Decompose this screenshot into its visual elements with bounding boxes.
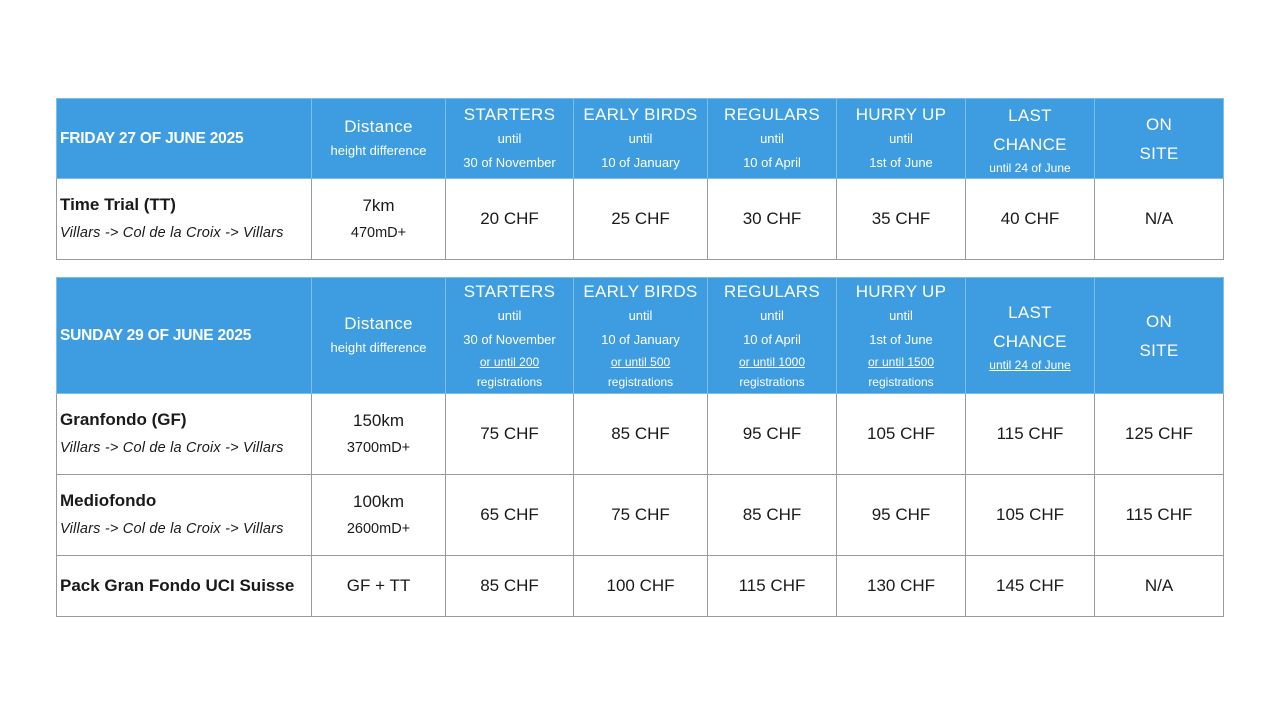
- tier-deadline: 30 of November: [463, 332, 556, 347]
- event-name: Time Trial (TT): [60, 195, 176, 214]
- tier-cap: or until 1500: [867, 355, 935, 369]
- distance-value: 150km: [352, 411, 405, 430]
- tier-registrations: registrations: [739, 375, 805, 389]
- tier-deadline: 10 of April: [743, 332, 801, 347]
- last-chance-line2: CHANCE: [993, 134, 1067, 154]
- tier-title: EARLY BIRDS: [583, 282, 698, 301]
- price-last-chance: 115 CHF: [966, 394, 1095, 475]
- height-difference-label: height difference: [330, 143, 427, 158]
- tier-header-last-chance: [966, 278, 1095, 394]
- day-title-friday: FRIDAY 27 OF JUNE 2025: [57, 99, 312, 179]
- tier-registrations: registrations: [607, 375, 674, 389]
- elevation-value: 470mD+: [350, 225, 407, 241]
- distance-value: 7km: [362, 196, 395, 215]
- last-chance-line2: CHANCE: [993, 331, 1067, 351]
- distance-cell: [312, 179, 446, 260]
- elevation-value: 3700mD+: [346, 440, 411, 456]
- last-chance-deadline: until 24 of June: [989, 357, 1071, 372]
- tier-until: until: [497, 308, 522, 323]
- sunday-header-row: [57, 278, 1224, 394]
- table-row: [57, 394, 1224, 475]
- price-starters: 85 CHF: [446, 556, 574, 617]
- friday-pricing-table: [56, 98, 1224, 260]
- distance-header-label: Distance: [344, 314, 413, 333]
- sunday-pricing-table: [56, 277, 1224, 617]
- price-last-chance: 40 CHF: [966, 179, 1095, 260]
- tier-until: until: [628, 308, 653, 323]
- price-last-chance: 145 CHF: [966, 556, 1095, 617]
- price-starters: 75 CHF: [446, 394, 574, 475]
- price-early-birds: 100 CHF: [574, 556, 708, 617]
- price-regulars: 115 CHF: [708, 556, 837, 617]
- on-site-line1: ON: [1145, 311, 1173, 331]
- tier-title: EARLY BIRDS: [583, 105, 698, 124]
- price-early-birds: 85 CHF: [574, 394, 708, 475]
- tier-deadline: 1st of June: [869, 332, 933, 347]
- price-hurry-up: 105 CHF: [837, 394, 966, 475]
- tier-header-last-chance: [966, 99, 1095, 179]
- price-hurry-up: 130 CHF: [837, 556, 966, 617]
- distance-header: [312, 278, 446, 394]
- event-route: Villars -> Col de la Croix -> Villars: [60, 521, 284, 537]
- tier-header-on-site: [1095, 99, 1224, 179]
- tier-title: HURRY UP: [855, 282, 947, 301]
- distance-cell: GF + TT: [312, 556, 446, 617]
- event-name: Pack Gran Fondo UCI Suisse: [60, 576, 295, 595]
- price-on-site: 115 CHF: [1095, 475, 1224, 556]
- price-starters: 65 CHF: [446, 475, 574, 556]
- distance-cell: [312, 475, 446, 556]
- on-site-line1: ON: [1145, 114, 1173, 134]
- tier-header-early-birds: [574, 278, 708, 394]
- distance-value: 100km: [352, 492, 405, 511]
- tier-deadline: 1st of June: [869, 155, 933, 170]
- tier-until: until: [760, 131, 784, 146]
- price-early-birds: 75 CHF: [574, 475, 708, 556]
- price-regulars: 95 CHF: [708, 394, 837, 475]
- price-regulars: 30 CHF: [708, 179, 837, 260]
- price-hurry-up: 95 CHF: [837, 475, 966, 556]
- tier-header-regulars: [708, 99, 837, 179]
- distance-cell: [312, 394, 446, 475]
- distance-header: [312, 99, 446, 179]
- event-route: Villars -> Col de la Croix -> Villars: [60, 440, 284, 456]
- tier-title: REGULARS: [724, 282, 820, 301]
- price-on-site: N/A: [1095, 556, 1224, 617]
- event-name: Mediofondo: [60, 491, 157, 510]
- tier-registrations: registrations: [868, 375, 934, 389]
- tier-title: HURRY UP: [855, 105, 947, 124]
- tier-until: until: [889, 308, 913, 323]
- price-regulars: 85 CHF: [708, 475, 837, 556]
- price-early-birds: 25 CHF: [574, 179, 708, 260]
- tier-cap: or until 200: [479, 355, 540, 369]
- tier-deadline: 10 of April: [743, 155, 801, 170]
- last-chance-line1: LAST: [1008, 105, 1052, 125]
- distance-header-label: Distance: [344, 117, 413, 136]
- day-title-sunday: SUNDAY 29 OF JUNE 2025: [57, 278, 312, 394]
- on-site-line2: SITE: [1139, 143, 1179, 163]
- tier-title: STARTERS: [463, 105, 556, 124]
- height-difference-label: height difference: [330, 340, 427, 355]
- tier-header-regulars: [708, 278, 837, 394]
- tier-registrations: registrations: [476, 375, 543, 389]
- tier-cap: or until 500: [610, 355, 671, 369]
- event-route: Villars -> Col de la Croix -> Villars: [60, 225, 284, 241]
- price-on-site: 125 CHF: [1095, 394, 1224, 475]
- tier-title: REGULARS: [724, 105, 820, 124]
- last-chance-line1: LAST: [1008, 302, 1052, 322]
- price-hurry-up: 35 CHF: [837, 179, 966, 260]
- table-row: [57, 179, 1224, 260]
- tier-until: until: [889, 131, 913, 146]
- price-starters: 20 CHF: [446, 179, 574, 260]
- on-site-line2: SITE: [1139, 340, 1179, 360]
- tier-header-starters: [446, 278, 574, 394]
- tier-header-hurry-up: [837, 278, 966, 394]
- event-cell: [57, 475, 312, 556]
- tier-deadline: 30 of November: [463, 155, 556, 170]
- tier-deadline: 10 of January: [601, 332, 680, 347]
- tier-until: until: [497, 131, 522, 146]
- table-row: [57, 556, 1224, 617]
- tier-header-hurry-up: [837, 99, 966, 179]
- price-last-chance: 105 CHF: [966, 475, 1095, 556]
- event-cell: [57, 556, 312, 617]
- friday-header-row: [57, 99, 1224, 179]
- tier-header-starters: [446, 99, 574, 179]
- last-chance-deadline: until 24 of June: [989, 160, 1071, 175]
- tier-cap: or until 1000: [738, 355, 806, 369]
- tier-header-on-site: [1095, 278, 1224, 394]
- elevation-value: 2600mD+: [346, 521, 411, 537]
- event-cell: [57, 394, 312, 475]
- price-on-site: N/A: [1095, 179, 1224, 260]
- tier-until: until: [760, 308, 784, 323]
- event-name: Granfondo (GF): [60, 410, 187, 429]
- event-cell: [57, 179, 312, 260]
- tier-until: until: [628, 131, 653, 146]
- tier-title: STARTERS: [463, 282, 556, 301]
- tier-deadline: 10 of January: [601, 155, 680, 170]
- tier-header-early-birds: [574, 99, 708, 179]
- table-row: [57, 475, 1224, 556]
